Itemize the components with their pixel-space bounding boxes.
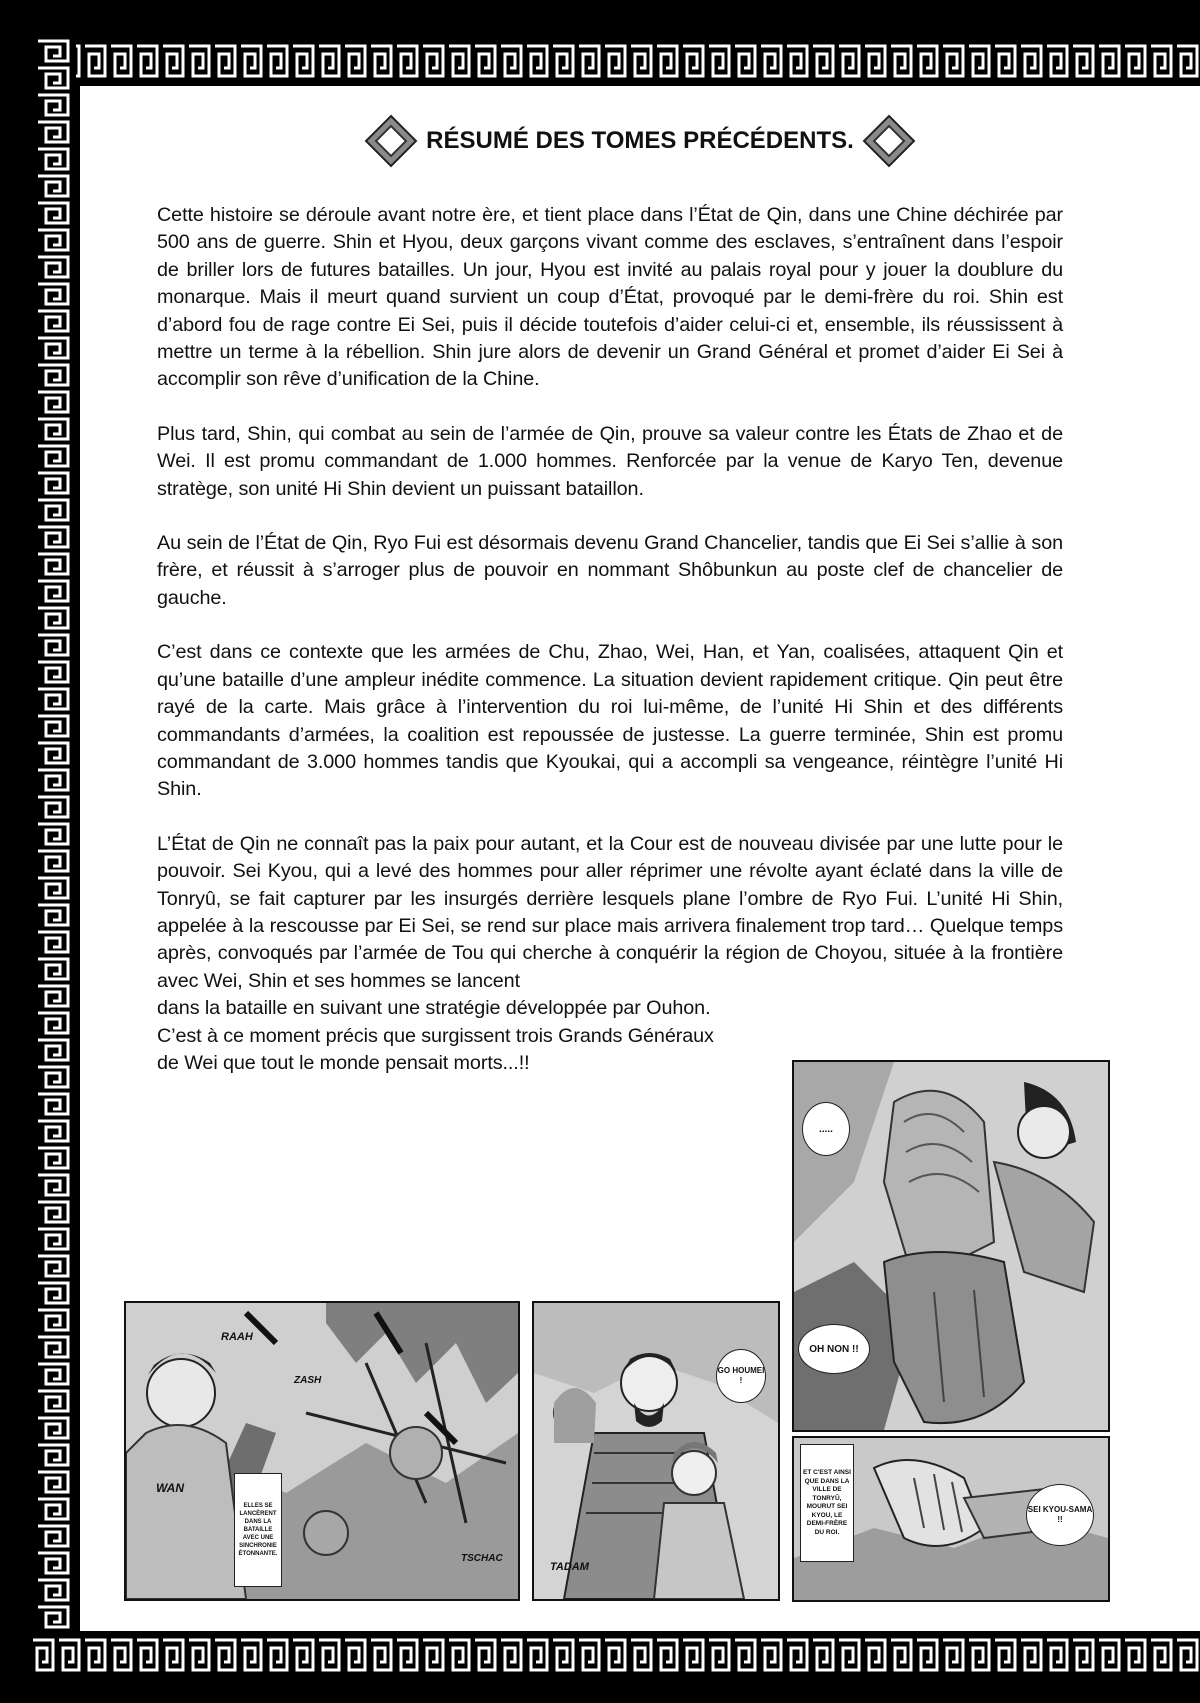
- manga-panel-battle: [124, 1301, 520, 1601]
- summary-paragraph: Au sein de l’État de Qin, Ryo Fui est désormais devenu Grand Chancelier, tandis que Ei Sei s’allie à son frère, et réussit à s’arroger plus de pouvoir en nommant Shôbunkun au poste clef de chancelier de gauche.: [157, 532, 1063, 609]
- page-title: RÉSUMÉ DES TOMES PRÉCÉDENTS.: [426, 127, 854, 154]
- sfx-text: ZASH: [294, 1375, 322, 1386]
- narration-caption: ET C'EST AINSI QUE DANS LA VILLE DE TONRYÛ, MOURUT SEI KYOU, LE DEMI-FRÈRE DU ROI.: [800, 1444, 854, 1562]
- summary-tail-line: dans la bataille en suivant une stratégie développée par Ouhon.: [157, 997, 711, 1020]
- speech-bubble: SEI KYOU-SAMA !!: [1026, 1484, 1094, 1546]
- manga-panel-general: [532, 1301, 780, 1601]
- sfx-text: TSCHAC: [461, 1553, 503, 1564]
- summary-tail-line: de Wei que tout le monde pensait morts...!!: [157, 1051, 530, 1074]
- summary-paragraph-text: L’État de Qin ne connaît pas la paix pour autant, et la Cour est de nouveau divisée par une lutte pour le pouvoir. Sei Kyou, qui a levé des hommes pour aller réprimer une révolte ayant éclaté dans la ville de Tonryû, se fait capturer par les insurgés derrière lesquels plane l’ombre de Ryo Fui. L’unité Hi Shin, appelée à la rescousse par Ei Sei, se rend sur place mais arrivera finalement trop tard… Quelque temps après, convoqués par l’armée de Tou qui cherche à conquérir la région de Choyou, située à la frontière avec Wei, Shin et ses hommes se lancent: [157, 832, 1063, 992]
- sfx-text: WAN: [156, 1481, 184, 1495]
- sfx-text: TADAM: [550, 1561, 589, 1573]
- general-illustration: [534, 1303, 778, 1599]
- speech-bubble: OH NON !!: [798, 1324, 870, 1374]
- diamond-ornament-icon: [364, 114, 418, 168]
- summary-paragraph: Cette histoire se déroule avant notre ère, et tient place dans l’État de Qin, dans une Chine déchirée par 500 ans de guerre. Shin et Hyou, deux garçons vivant comme des esclaves, s’entraînent dans l’espoir de briller lors de futures batailles. Un jour, Hyou est invité au palais royal pour y jouer la doublure du monarque. Mais il meurt quand survient un coup d’État, provoqué par le demi-frère du roi. Shin est d’abord fou de rage contre Ei Sei, puis il décide toutefois d’aider celui-ci et, ensemble, ils réussissent à mettre un terme à la rébellion. Shin jure alors de devenir un Grand Général et promet d’aider Ei Sei à accomplir son rêve d’unification de la Chine.: [157, 204, 1063, 391]
- summary-tail-line: C’est à ce moment précis que surgissent trois Grands Généraux: [157, 1024, 714, 1047]
- meander-border-left: [30, 38, 76, 1678]
- manga-panel-embrace: [792, 1060, 1110, 1432]
- narration-caption: ELLES SE LANCÈRENT DANS LA BATAILLE AVEC UNE SINCHRONIE ÉTONNANTE.: [234, 1473, 282, 1587]
- speech-bubble: .....: [802, 1102, 850, 1156]
- sfx-text: RAAH: [221, 1331, 253, 1343]
- summary-paragraph: [157, 831, 1063, 1078]
- diamond-ornament-icon: [862, 114, 916, 168]
- summary-paragraph: C’est dans ce contexte que les armées de Chu, Zhao, Wei, Han, et Yan, coalisées, attaquent Qin et qu’une bataille d’une ampleur inédite commence. La situation devient rapidement critique. Qin peut être rayé de la carte. Mais grâce à l’intervention du roi lui-même, de l’unité Hi Shin et des différents commandants d’armées, la coalition est repoussée de justesse. La guerre terminée, Shin est promu commandant de 3.000 hommes tandis que Kyoukai, qui a accompli sa vengeance, réintègre l’unité Hi Shin.: [157, 641, 1063, 801]
- manga-panel-hand: [792, 1436, 1110, 1602]
- summary-text: [157, 202, 1063, 1077]
- summary-sheet: [80, 86, 1200, 1631]
- summary-paragraph: Plus tard, Shin, qui combat au sein de l’armée de Qin, prouve sa valeur contre les États de Zhao et de Wei. Il est promu commandant de 1.000 hommes. Renforcée par la venue de Karyo Ten, devenue stratège, son unité Hi Shin devient un puissant bataillon.: [157, 422, 1063, 500]
- title-row: [80, 106, 1200, 176]
- battle-illustration: [126, 1303, 518, 1599]
- meander-border-top: [30, 38, 1200, 84]
- speech-bubble: GO HOUMEI !: [716, 1349, 766, 1403]
- meander-border-bottom: [30, 1632, 1200, 1678]
